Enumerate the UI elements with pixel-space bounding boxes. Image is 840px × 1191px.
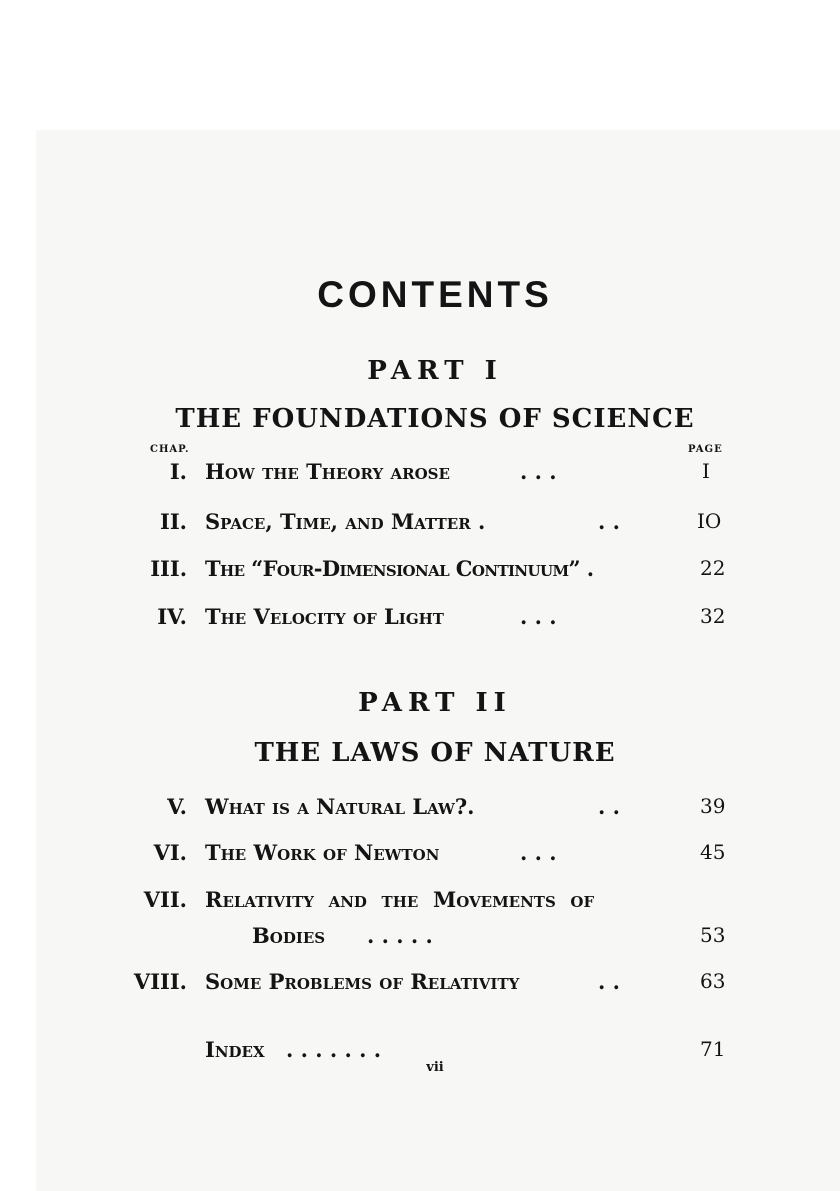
page-number: IO: [697, 509, 722, 533]
toc-entry: [0, 459, 840, 489]
chapter-title-continuation: Bodies: [252, 923, 326, 948]
dot-leader: . . .: [520, 604, 557, 629]
chapter-number: VI.: [153, 840, 187, 865]
dot-leader: . . .: [520, 840, 557, 865]
toc-entry: [0, 840, 840, 870]
page-number: 45: [700, 840, 726, 864]
chapter-number: I.: [169, 459, 187, 484]
page-title: CONTENTS: [317, 274, 553, 315]
page-number: 32: [700, 604, 726, 628]
dot-leader: . . . . .: [367, 923, 433, 948]
page-number: 22: [700, 556, 726, 580]
page-number: 71: [700, 1037, 726, 1061]
dot-leader: . .: [598, 509, 620, 534]
page-column-label: PAGE: [688, 444, 723, 455]
chapter-title: The Work of Newton: [205, 840, 440, 865]
dot-leader: . .: [598, 969, 620, 994]
chapter-title: How the Theory arose: [205, 459, 450, 484]
toc-entry-continuation: [0, 923, 840, 953]
page-number: 63: [700, 969, 726, 993]
toc-entry: [0, 556, 840, 586]
page-number: 39: [700, 794, 726, 818]
chapter-title: The Velocity of Light: [205, 604, 444, 629]
toc-entry: [0, 794, 840, 824]
page-number: 53: [700, 923, 726, 947]
index-title: Index: [205, 1037, 265, 1062]
chapter-number: VII.: [143, 887, 187, 912]
dot-leader: . .: [598, 794, 620, 819]
toc-entry: [0, 604, 840, 634]
part-two-title: THE LAWS OF NATURE: [254, 738, 616, 768]
dot-leader: . . .: [520, 459, 557, 484]
toc-entry: [0, 969, 840, 999]
chapter-number: V.: [167, 794, 187, 819]
chapter-title: Some Problems of Relativity: [205, 969, 520, 994]
part-two-label: PART II: [358, 688, 512, 718]
chapter-title: Space, Time, and Matter .: [205, 509, 486, 534]
chapter-title: Relativity and the Movements of: [205, 887, 595, 912]
chapter-number: III.: [150, 556, 187, 581]
part-one-label: PART I: [367, 356, 503, 386]
chapter-title: What is a Natural Law?.: [205, 794, 475, 819]
chapter-number: II.: [160, 509, 187, 534]
chapter-number: VIII.: [133, 969, 187, 994]
chapter-number: IV.: [157, 604, 187, 629]
toc-entry: [0, 509, 840, 539]
part-one-title: THE FOUNDATIONS OF SCIENCE: [175, 404, 695, 434]
chapter-column-label: CHAP.: [150, 444, 190, 455]
page-number: I: [702, 459, 710, 483]
dot-leader: . . . . . . .: [286, 1037, 382, 1062]
folio-page-number: vii: [426, 1060, 444, 1075]
chapter-title: The “Four-Dimensional Continuum” .: [205, 556, 594, 581]
toc-entry: [0, 887, 840, 917]
